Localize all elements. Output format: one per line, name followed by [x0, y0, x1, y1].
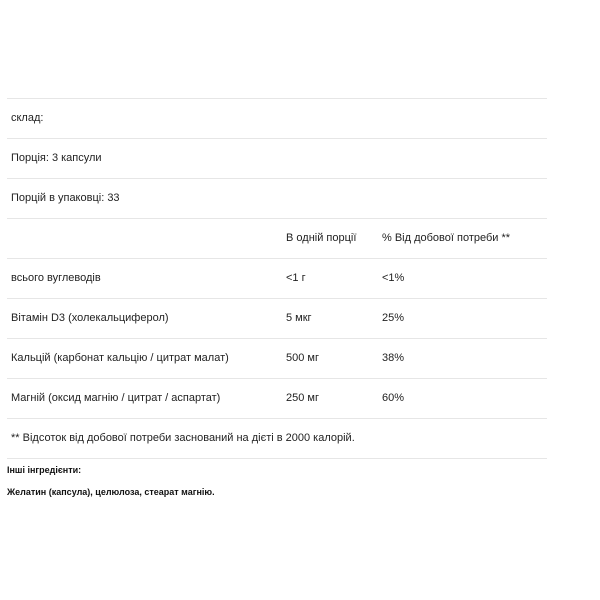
nutrient-amount: 250 мг — [286, 392, 319, 404]
supplement-facts-table — [7, 98, 547, 459]
daily-value-footnote: ** Відсоток від добової потреби заснований на дієті в 2000 калорій. — [11, 432, 355, 444]
footnote-row — [7, 419, 547, 459]
composition-row — [7, 99, 547, 139]
servings-per-container-row — [7, 179, 547, 219]
composition-label: склад: — [11, 112, 44, 124]
daily-value-header: % Від добової потреби ** — [382, 232, 511, 244]
nutrient-name: Вітамін D3 (холекальциферол) — [11, 312, 169, 324]
nutrient-daily-value: <1% — [382, 272, 405, 284]
nutrient-daily-value: 25% — [382, 312, 405, 324]
servings-per-container: Порцій в упаковці: 33 — [11, 192, 120, 204]
nutrient-name: всього вуглеводів — [11, 272, 101, 284]
table-row — [7, 379, 547, 419]
nutrient-name: Кальцій (карбонат кальцію / цитрат малат) — [11, 352, 229, 364]
other-ingredients-text: Желатин (капсула), целюлоза, стеарат магнію. — [7, 487, 215, 497]
nutrient-amount: 500 мг — [286, 352, 319, 364]
serving-size-row — [7, 139, 547, 179]
per-serving-header: В одній порції — [286, 232, 357, 244]
serving-size: Порція: 3 капсули — [11, 152, 102, 164]
table-row — [7, 259, 547, 299]
nutrient-amount: <1 г — [286, 272, 306, 284]
nutrient-daily-value: 38% — [382, 352, 405, 364]
table-row — [7, 299, 547, 339]
nutrient-amount: 5 мкг — [286, 312, 312, 324]
nutrient-name: Магній (оксид магнію / цитрат / аспартат) — [11, 392, 221, 404]
table-header-row — [7, 219, 547, 259]
table-row — [7, 339, 547, 379]
nutrient-daily-value: 60% — [382, 392, 405, 404]
other-ingredients-label: Інші інгредієнти: — [7, 465, 82, 475]
